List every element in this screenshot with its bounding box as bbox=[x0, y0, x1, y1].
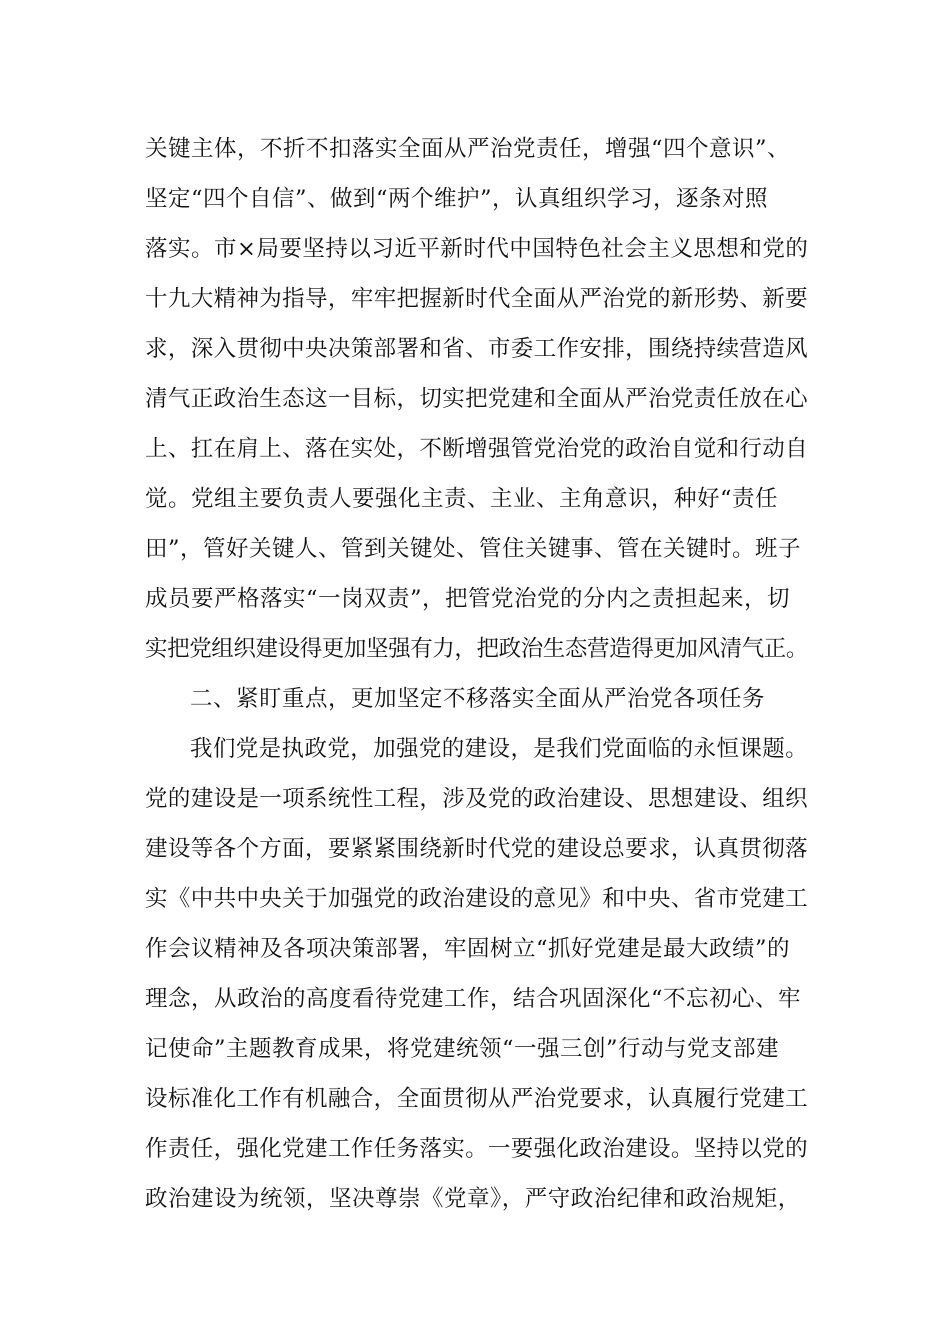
text-line: 坚定“四个自信”、做到“两个维护”，认真组织学习，逐条对照 bbox=[145, 186, 769, 212]
text-line: 党的建设是一项系统性工程，涉及党的政治建设、思想建设、组织 bbox=[145, 786, 809, 812]
text-line: 觉。党组主要负责人要强化主责、主业、主角意识，种好“责任 bbox=[145, 486, 779, 512]
text-line: 求，深入贯彻中央决策部署和省、市委工作安排，围绕持续营造风 bbox=[145, 336, 809, 362]
text-line: 建设等各个方面，要紧紧围绕新时代党的建设总要求，认真贯彻落 bbox=[145, 836, 809, 862]
text-line: 落实。市×局要坚持以习近平新时代中国特色社会主义思想和党的 bbox=[145, 236, 809, 262]
text-line: 设标准化工作有机融合，全面贯彻从严治党要求，认真履行党建工 bbox=[145, 1086, 809, 1112]
text-line: 成员要严格落实“一岗双责”，把管党治党的分内之责担起来，切 bbox=[145, 586, 791, 612]
text-line: 作会议精神及各项决策部署，牢固树立“抓好党建是最大政绩”的 bbox=[145, 936, 791, 962]
text-line: 清气正政治生态这一目标，切实把党建和全面从严治党责任放在心 bbox=[145, 386, 809, 412]
text-line: 十九大精神为指导，牢牢把握新时代全面从严治党的新形势、新要 bbox=[145, 286, 809, 312]
paragraph-first-line: 我们党是执政党，加强党的建设，是我们党面临的永恒课题。 bbox=[190, 736, 809, 762]
text-line: 作责任，强化党建工作任务落实。一要强化政治建设。坚持以党的 bbox=[145, 1136, 809, 1162]
section-heading: 二、紧盯重点，更加坚定不移落实全面从严治党各项任务 bbox=[190, 686, 766, 712]
text-line: 田”，管好关键人、管到关键处、管住关键事、管在关键时。班子 bbox=[145, 536, 802, 562]
text-line: 上、扛在肩上、落在实处，不断增强管党治党的政治自觉和行动自 bbox=[145, 436, 809, 462]
text-line: 实把党组织建设得更加坚强有力，把政治生态营造得更加风清气正。 bbox=[145, 636, 809, 662]
text-line: 关键主体，不折不扣落实全面从严治党责任，增强“四个意识”、 bbox=[145, 136, 791, 162]
text-line: 记使命”主题教育成果，将党建统领“一强三创”行动与党支部建 bbox=[145, 1036, 780, 1062]
text-line: 政治建设为统领，坚决尊崇《党章》，严守政治纪律和政治规矩， bbox=[145, 1186, 801, 1212]
text-line: 实《中共中央关于加强党的政治建设的意见》和中央、省市党建工 bbox=[145, 886, 809, 912]
text-line: 理念，从政治的高度看待党建工作，结合巩固深化“不忘初心、牢 bbox=[145, 986, 802, 1012]
